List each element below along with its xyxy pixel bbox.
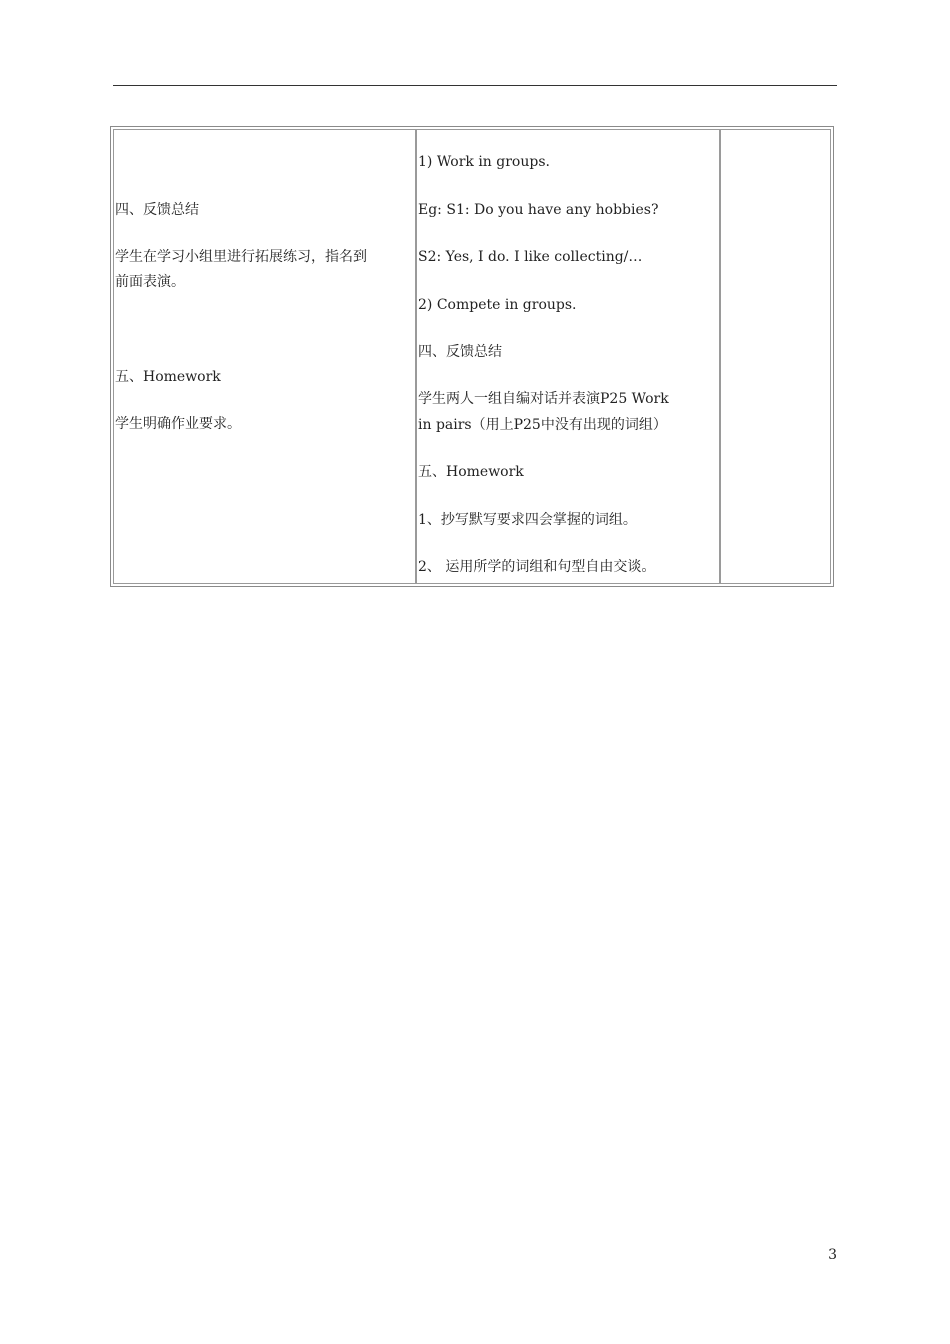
text-line: 前面表演。 [115, 274, 185, 290]
text-line: 学生在学习小组里进行拓展练习，指名到 [115, 249, 367, 265]
homework-item: 1、抄写默写要求四会掌握的词组。 [418, 512, 637, 528]
section-heading-feedback: 四、反馈总结 [115, 202, 199, 218]
text-line: Eg: S1: Do you have any hobbies? [418, 202, 659, 218]
text-line: 1) Work in groups. [418, 154, 550, 170]
text-line: in pairs（用上P25中没有出现的词组） [418, 417, 667, 433]
student-activity-cell [113, 129, 416, 584]
section-heading-homework: 五、Homework [418, 464, 524, 480]
text-line: S2: Yes, I do. I like collecting/… [418, 249, 643, 265]
section-heading-homework: 五、Homework [115, 369, 221, 385]
text-line: 学生明确作业要求。 [115, 416, 241, 432]
lesson-table [110, 126, 834, 587]
text-line: 学生两人一组自编对话并表演P25 Work [418, 391, 669, 407]
header-rule [113, 85, 837, 86]
text-line: 2) Compete in groups. [418, 297, 577, 313]
section-heading-feedback: 四、反馈总结 [418, 344, 502, 360]
teacher-activity-cell [416, 129, 720, 584]
page-number: 3 [828, 1247, 837, 1263]
table-row [113, 129, 831, 584]
notes-cell [720, 129, 831, 584]
homework-item: 2、 运用所学的词组和句型自由交谈。 [418, 559, 656, 575]
